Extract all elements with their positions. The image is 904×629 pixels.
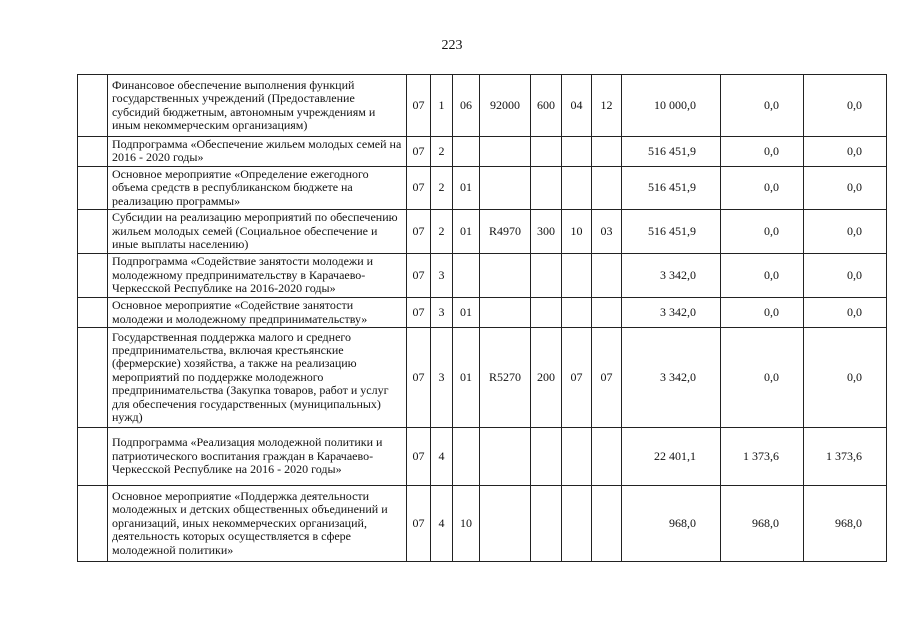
amount-year-1: 3 342,0 (622, 254, 721, 298)
code-subprogram: 10 (453, 486, 480, 562)
code-expense-type (531, 486, 562, 562)
code-section: 07 (407, 254, 431, 298)
row-title: Подпрограмма «Обеспечение жильем молодых семей на 2016 - 2020 годы» (108, 137, 407, 167)
row-number-cell (78, 486, 108, 562)
code-chapter (562, 486, 592, 562)
code-subprogram (453, 428, 480, 486)
code-expense-type (531, 298, 562, 328)
code-subprogram: 01 (453, 328, 480, 428)
code-chapter: 04 (562, 75, 592, 137)
amount-year-2: 0,0 (721, 137, 804, 167)
code-section: 07 (407, 298, 431, 328)
code-direction (480, 298, 531, 328)
amount-year-2: 0,0 (721, 298, 804, 328)
code-section: 07 (407, 486, 431, 562)
amount-year-3: 0,0 (804, 75, 887, 137)
code-program: 3 (431, 254, 453, 298)
code-direction (480, 166, 531, 209)
code-program: 1 (431, 75, 453, 137)
code-section: 07 (407, 75, 431, 137)
code-chapter (562, 428, 592, 486)
amount-year-3: 1 373,6 (804, 428, 887, 486)
table-row (78, 254, 887, 298)
row-title: Основное мероприятие «Определение ежегодного объема средств в республиканском бюджете на реализацию программы» (108, 166, 407, 209)
code-subchapter (592, 428, 622, 486)
code-program: 2 (431, 210, 453, 254)
code-section: 07 (407, 328, 431, 428)
amount-year-3: 0,0 (804, 328, 887, 428)
row-number-cell (78, 328, 108, 428)
code-expense-type: 600 (531, 75, 562, 137)
amount-year-1: 516 451,9 (622, 137, 721, 167)
row-title: Основное мероприятие «Содействие занятости молодежи и молодежному предпринимательству» (108, 298, 407, 328)
code-chapter (562, 298, 592, 328)
code-expense-type (531, 254, 562, 298)
amount-year-1: 968,0 (622, 486, 721, 562)
code-subchapter (592, 166, 622, 209)
amount-year-3: 0,0 (804, 254, 887, 298)
code-subchapter (592, 137, 622, 167)
row-title: Субсидии на реализацию мероприятий по обеспечению жильем молодых семей (Социальное обеспечение и иные выплаты населению) (108, 210, 407, 254)
code-program: 3 (431, 328, 453, 428)
row-number-cell (78, 210, 108, 254)
code-direction: R4970 (480, 210, 531, 254)
amount-year-1: 3 342,0 (622, 328, 721, 428)
amount-year-1: 516 451,9 (622, 210, 721, 254)
row-number-cell (78, 298, 108, 328)
amount-year-3: 968,0 (804, 486, 887, 562)
table-row (78, 486, 887, 562)
code-subchapter: 07 (592, 328, 622, 428)
code-direction (480, 254, 531, 298)
amount-year-2: 0,0 (721, 75, 804, 137)
code-program: 4 (431, 486, 453, 562)
code-subchapter: 12 (592, 75, 622, 137)
row-number-cell (78, 254, 108, 298)
amount-year-3: 0,0 (804, 137, 887, 167)
row-title: Подпрограмма «Реализация молодежной политики и патриотического воспитания граждан в Карачаево-Черкесской Республике на 2016 - 2020 годы» (108, 428, 407, 486)
code-subprogram: 01 (453, 298, 480, 328)
code-chapter (562, 137, 592, 167)
code-subchapter (592, 254, 622, 298)
amount-year-1: 10 000,0 (622, 75, 721, 137)
row-number-cell (78, 137, 108, 167)
code-subchapter (592, 298, 622, 328)
code-section: 07 (407, 166, 431, 209)
code-chapter: 10 (562, 210, 592, 254)
code-subprogram (453, 137, 480, 167)
code-chapter (562, 166, 592, 209)
code-program: 3 (431, 298, 453, 328)
code-section: 07 (407, 210, 431, 254)
code-program: 2 (431, 166, 453, 209)
code-expense-type: 300 (531, 210, 562, 254)
amount-year-2: 0,0 (721, 210, 804, 254)
row-number-cell (78, 75, 108, 137)
row-title: Государственная поддержка малого и среднего предпринимательства, включая крестьянские (фермерские) хозяйства, а также на реализацию мероприятий по поддержке молодежного предпринимательства (Закупка товаров, работ и услуг для обеспечения государственных (муниципальных) нужд) (108, 328, 407, 428)
code-expense-type (531, 137, 562, 167)
code-expense-type (531, 428, 562, 486)
row-title: Подпрограмма «Содействие занятости молодежи и молодежному предпринимательству в Карачаево-Черкесской Республике на 2016-2020 годы» (108, 254, 407, 298)
page-number: 223 (441, 38, 463, 53)
code-expense-type: 200 (531, 328, 562, 428)
amount-year-2: 968,0 (721, 486, 804, 562)
code-program: 4 (431, 428, 453, 486)
amount-year-1: 516 451,9 (622, 166, 721, 209)
row-number-cell (78, 428, 108, 486)
code-subprogram: 01 (453, 210, 480, 254)
code-section: 07 (407, 428, 431, 486)
amount-year-2: 1 373,6 (721, 428, 804, 486)
table-row (78, 298, 887, 328)
code-direction (480, 486, 531, 562)
amount-year-3: 0,0 (804, 298, 887, 328)
budget-table (77, 74, 887, 562)
table-row (78, 137, 887, 167)
code-expense-type (531, 166, 562, 209)
code-direction (480, 137, 531, 167)
row-number-cell (78, 166, 108, 209)
table-row (78, 166, 887, 209)
amount-year-3: 0,0 (804, 210, 887, 254)
code-direction (480, 428, 531, 486)
code-subprogram: 01 (453, 166, 480, 209)
table-row (78, 75, 887, 137)
amount-year-2: 0,0 (721, 166, 804, 209)
amount-year-1: 22 401,1 (622, 428, 721, 486)
amount-year-2: 0,0 (721, 254, 804, 298)
table-body (78, 75, 887, 562)
code-subchapter: 03 (592, 210, 622, 254)
amount-year-1: 3 342,0 (622, 298, 721, 328)
row-title: Основное мероприятие «Поддержка деятельности молодежных и детских общественных объединений и организаций, иных некоммерческих организаций, деятельность которых осуществляется в сфере молодежной политики» (108, 486, 407, 562)
code-subprogram (453, 254, 480, 298)
table-row (78, 210, 887, 254)
code-section: 07 (407, 137, 431, 167)
code-direction: 92000 (480, 75, 531, 137)
code-direction: R5270 (480, 328, 531, 428)
code-chapter (562, 254, 592, 298)
code-subchapter (592, 486, 622, 562)
amount-year-3: 0,0 (804, 166, 887, 209)
amount-year-2: 0,0 (721, 328, 804, 428)
table-row (78, 428, 887, 486)
code-subprogram: 06 (453, 75, 480, 137)
table-row (78, 328, 887, 428)
code-chapter: 07 (562, 328, 592, 428)
code-program: 2 (431, 137, 453, 167)
row-title: Финансовое обеспечение выполнения функций государственных учреждений (Предоставление субсидий бюджетным, автономным учреждениям и иным некоммерческим организациям) (108, 75, 407, 137)
